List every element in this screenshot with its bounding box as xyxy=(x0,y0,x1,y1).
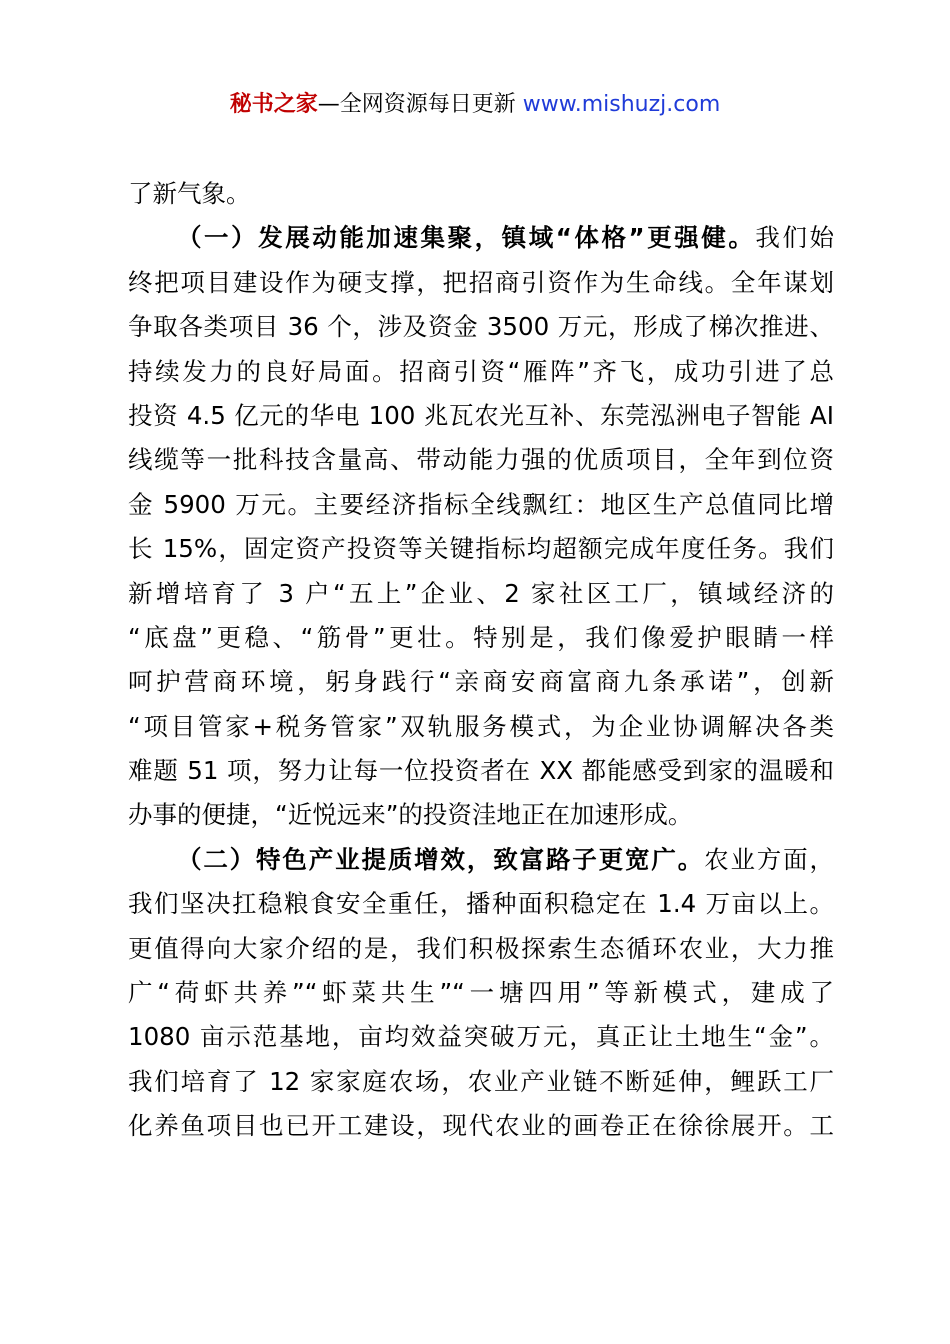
text-line: 长 15%，固定资产投资等关键指标均超额完成年度任务。我们 xyxy=(128,534,834,564)
text-line: 金 5900 万元。主要经济指标全线飘红：地区生产总值同比增 xyxy=(128,489,834,519)
header-tagline: —全网资源每日更新 xyxy=(317,92,523,117)
text-line: “项目管家+税务管家”双轨服务模式，为企业协调解决各类 xyxy=(128,711,834,741)
text-line: 1080 亩示范基地，亩均效益突破万元，真正让土地生“金”。 xyxy=(128,1022,834,1052)
section-heading-line xyxy=(128,838,834,882)
text-line: 呵护营商环境，躬身践行“亲商安商富商九条承诺”，创新 xyxy=(128,667,834,697)
site-url-link[interactable]: www.mishuzj.com xyxy=(522,92,721,117)
text-line: 难题 51 项，努力让每一位投资者在 XX 都能感受到家的温暖和 xyxy=(128,756,834,786)
brand-name: 秘书之家 xyxy=(229,92,318,117)
text-line: 化养鱼项目也已开工建设，现代农业的画卷正在徐徐展开。工 xyxy=(128,1111,834,1141)
text-line: 我们培育了 12 家家庭农场，农业产业链不断延伸，鲤跃工厂 xyxy=(128,1066,834,1096)
text-line: 我们坚决扛稳粮食安全重任，播种面积稳定在 1.4 万亩以上。 xyxy=(128,889,834,919)
text-line: 投资 4.5 亿元的华电 100 兆瓦农光互补、东莞泓洲电子智能 AI xyxy=(128,400,834,430)
text-line: “底盘”更稳、“筋骨”更壮。特别是，我们像爱护眼睛一样 xyxy=(128,622,834,652)
section-heading-1: （一）发展动能加速集聚，镇域“体格”更强健。 xyxy=(177,223,756,253)
section-heading-line xyxy=(128,216,834,260)
text-line: 终把项目建设作为硬支撑，把招商引资作为生命线。全年谋划 xyxy=(128,267,834,297)
text-line: 更值得向大家介绍的是，我们积极探索生态循环农业，大力推 xyxy=(128,933,834,963)
text-line: 了新气象。 xyxy=(128,179,251,208)
text-line: 争取各类项目 36 个，涉及资金 3500 万元，形成了梯次推进、 xyxy=(128,312,834,342)
section-heading-2: （二）特色产业提质增效，致富路子更宽广。 xyxy=(177,844,705,874)
text-line: 广“荷虾共养”“虾菜共生”“一塘四用”等新模式，建成了 xyxy=(128,978,834,1008)
text-line: 持续发力的良好局面。招商引资“雁阵”齐飞，成功引进了总 xyxy=(128,356,834,386)
text-fragment: 我们始 xyxy=(755,223,834,253)
text-line: 新增培育了 3 户“五上”企业、2 家社区工厂，镇域经济的 xyxy=(128,578,834,608)
document-body xyxy=(128,172,834,1149)
text-line: 线缆等一批科技含量高、带动能力强的优质项目，全年到位资 xyxy=(128,445,834,475)
site-header xyxy=(0,90,950,120)
text-line: 办事的便捷，“近悦远来”的投资洼地正在加速形成。 xyxy=(128,800,693,830)
text-fragment: 农业方面， xyxy=(704,844,834,874)
